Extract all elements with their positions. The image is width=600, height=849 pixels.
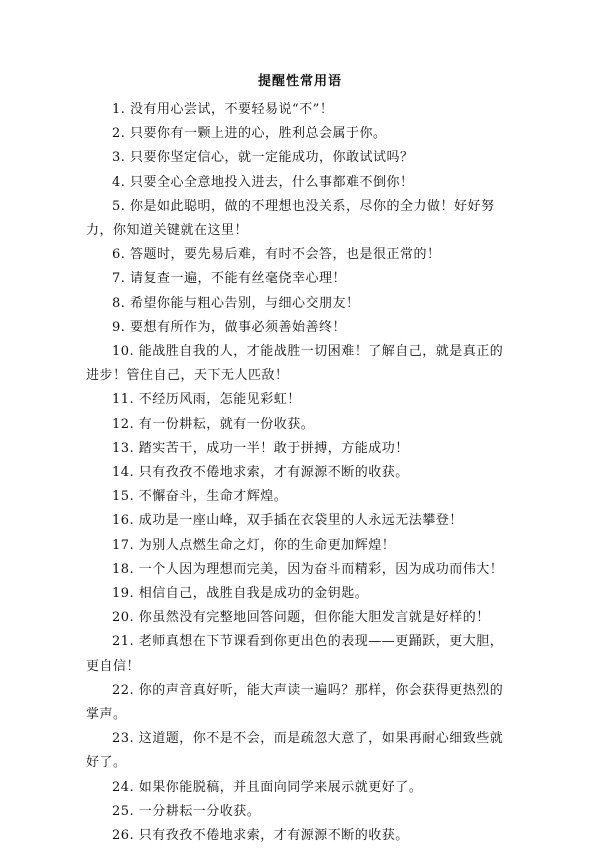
phrase-list: [86, 98, 514, 848]
list-item: 3. 只要你坚定信心，就一定能成功，你敢试试吗？: [112, 150, 414, 166]
list-item: 1. 没有用心尝试，不要轻易说“不”！: [112, 102, 334, 117]
list-item: 14. 只有孜孜不倦地求索，才有源源不断的收获。: [112, 465, 409, 481]
list-item: 19. 相信自己，战胜自我是成功的金钥匙。: [112, 586, 369, 602]
list-item: 18. 一个人因为理想而完美，因为奋斗而精彩，因为成功而伟大！: [112, 561, 504, 577]
list-item: 11. 不经历风雨，怎能见彩虹！: [112, 392, 301, 408]
list-item: 12. 有一份耕耘，就有一份收获。: [112, 416, 315, 432]
list-item: 8. 希望你能与粗心告别，与细心交朋友！: [112, 295, 360, 311]
list-item: 21. 老师真想在下节课看到你更出色的表现——更踊跃，更大胆，更自信！: [86, 634, 504, 674]
list-item: 6. 答题时，要先易后难，有时不会答，也是很正常的！: [112, 247, 441, 263]
list-item: 16. 成功是一座山峰，双手插在衣袋里的人永远无法攀登！: [112, 513, 463, 529]
list-item: 5. 你是如此聪明，做的不理想也没关系，尽你的全力做！好好努力，你知道关键就在这里！: [86, 198, 495, 239]
list-item: 2. 只要你有一颗上进的心，胜利总会属于你。: [112, 126, 387, 142]
list-item: 23. 这道题，你不是不会，而是疏忽大意了，如果再耐心细致些就好了。: [86, 731, 504, 771]
list-item: 9. 要想有所作为，做事必须善始善终！: [112, 319, 347, 335]
list-item: 22. 你的声音真好听，能大声读一遍吗？那样，你会获得更热烈的掌声。: [86, 682, 504, 723]
list-item: 20. 你虽然没有完整地回答问题，但你能大胆发言就是好样的！: [112, 610, 490, 626]
list-item: 7. 请复查一遍，不能有丝毫侥幸心理！: [112, 271, 347, 287]
list-item: 24. 如果你能脱稿，并且面向同学来展示就更好了。: [112, 779, 423, 795]
list-item: 15. 不懈奋斗，生命才辉煌。: [112, 489, 288, 505]
list-item: 4. 只要全心全意地投入进去，什么事都难不倒你！: [112, 174, 414, 190]
list-item: 26. 只有孜孜不倦地求索，才有源源不断的收获。: [112, 828, 409, 844]
list-item: 13. 踏实苦干，成功一半！敢于拼搏，方能成功！: [112, 440, 409, 456]
list-item: 10. 能战胜自我的人，才能战胜一切困难！了解自己，就是真正的进步！管住自己，天下无人匹敌！: [86, 344, 504, 384]
list-item: 25. 一分耕耘一分收获。: [112, 803, 261, 819]
list-item: 17. 为别人点燃生命之灯，你的生命更加辉煌！: [112, 537, 396, 553]
page-title: 提醒性常用语: [257, 74, 342, 89]
